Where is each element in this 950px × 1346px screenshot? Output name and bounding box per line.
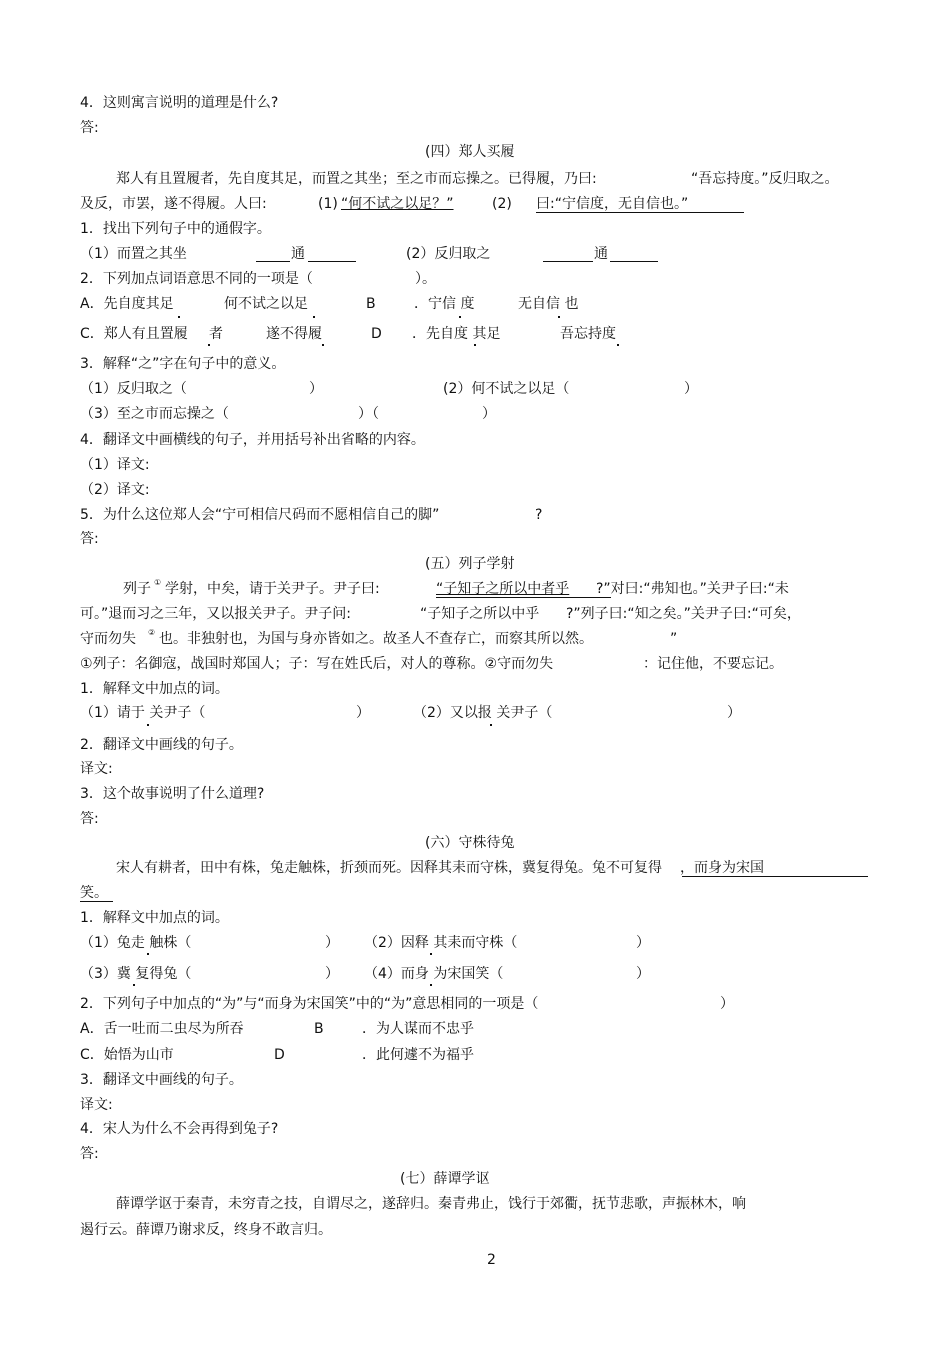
- question-text: 2．下列加点词语意思不同的一项是（: [80, 271, 313, 287]
- question-text: 3．翻译文中画线的句子。: [80, 1072, 243, 1088]
- option-label: D: [274, 1047, 285, 1063]
- passage-line: 学射，中矣，请于关尹子。尹子曰:: [165, 581, 380, 597]
- passage-line: “子知子之所以中乎: [420, 606, 540, 622]
- option-B: ．为人谋而不忠乎: [362, 1021, 474, 1037]
- translation-label: （2）译文:: [80, 482, 150, 498]
- section-title: (六）守株待兔: [425, 835, 515, 851]
- option-A: 何不试之以足: [224, 296, 308, 312]
- page-number: 2: [487, 1252, 496, 1268]
- passage-line: 薛谭学讴于秦青，未穷青之技，自谓尽之，遂辞归。秦青弗止，饯行于郊衢，抚节悲歌，声振林木，响: [116, 1196, 746, 1212]
- question-item: （1）而置之其坐: [80, 246, 187, 262]
- passage-line: 列子: [123, 581, 151, 597]
- option-A: A．先自度其足: [80, 296, 174, 312]
- question-text: 5．为什么这位郑人会“宁可相信尺码而不愿相信自己的脚”: [80, 507, 440, 523]
- question-text: 1．找出下列句子中的通假字。: [80, 221, 271, 237]
- question-item: ）: [356, 705, 370, 721]
- answer-label: 答:: [80, 811, 99, 827]
- underline: [80, 901, 113, 902]
- question-text: ）。: [415, 271, 436, 287]
- question-text: 2．翻译文中画线的句子。: [80, 737, 243, 753]
- emphasis-dot: [430, 953, 432, 955]
- answer-blank[interactable]: [256, 261, 290, 262]
- question-item: ）: [482, 406, 496, 422]
- underlined-sentence: “子知子之所以中者乎: [436, 581, 570, 597]
- question-text: 3．这个故事说明了什么道理?: [80, 786, 265, 802]
- emphasis-dot: [430, 984, 432, 986]
- question-text: 3．解释“之”字在句子中的意义。: [80, 356, 286, 372]
- question-item: ）（: [358, 406, 379, 422]
- emphasis-dot: [313, 316, 315, 318]
- emphasis-dot: [617, 344, 619, 346]
- option-D: ．先自度 其足: [412, 326, 501, 342]
- answer-blank[interactable]: [543, 261, 593, 262]
- question-text: 2．下列句子中加点的“为”与“而身为宋国笑”中的“为”意思相同的一项是（: [80, 996, 539, 1012]
- question-item: ）: [727, 705, 741, 721]
- marker: (2): [492, 196, 512, 212]
- passage-line: 及反，市罢，遂不得履。人曰:: [80, 196, 267, 212]
- question-item: ）: [325, 935, 339, 951]
- question-item: ）: [309, 381, 323, 397]
- underlined-sentence: “何不试之以足？”: [341, 196, 454, 212]
- underline: [436, 597, 611, 598]
- emphasis-dot: [459, 316, 461, 318]
- option-A: A．舌一吐而二虫尽为所吞: [80, 1021, 244, 1037]
- emphasis-dot: [147, 953, 149, 955]
- passage-line: ?”对曰:“弗知也。”关尹子曰:“未: [596, 581, 789, 597]
- answer-blank[interactable]: [610, 261, 658, 262]
- translation-label: （1）译文:: [80, 457, 150, 473]
- question-item: （4）而身 为宋国笑（: [364, 966, 504, 982]
- passage-line: 可。”退而习之三年，又以报关尹子。尹子问:: [80, 606, 351, 622]
- question-item: ）: [636, 935, 650, 951]
- passage-line: “吾忘持度。”反归取之。: [691, 171, 839, 187]
- footnote-mark: ②: [148, 628, 156, 637]
- section-title: (五）列子学射: [425, 556, 515, 572]
- emphasis-dot: [178, 316, 180, 318]
- option-C: C．始悟为山市: [80, 1047, 174, 1063]
- question-item: (2）反归取之: [406, 246, 491, 262]
- answer-label: 答:: [80, 531, 99, 547]
- section-title: (四）郑人买履: [425, 144, 515, 160]
- footnote-text: ①列子：名御寇，战国时郑国人；子：写在姓氏后，对人的尊称。②守而勿失: [80, 656, 554, 672]
- underline: [682, 876, 868, 877]
- question-text: 1．解释文中加点的词。: [80, 681, 229, 697]
- translation-label: 译文:: [80, 761, 113, 777]
- passage-line: 也。非独射也，为国与身亦皆如之。故圣人不查存亡，而察其所以然。: [159, 631, 593, 647]
- footnote-text: ：记住他，不要忘记。: [643, 656, 783, 672]
- question-item: ）: [325, 966, 339, 982]
- underline: [536, 212, 744, 213]
- passage-line: ，而身为宋国: [680, 860, 764, 876]
- question-text: 4．宋人为什么不会再得到兔子?: [80, 1121, 279, 1137]
- question-item: （3）至之市而忘操之（: [80, 406, 229, 422]
- marker: (1): [318, 196, 338, 212]
- question-item: 通: [291, 246, 305, 262]
- question-item: ）: [684, 381, 698, 397]
- emphasis-dot: [322, 344, 324, 346]
- translation-label: 译文:: [80, 1097, 113, 1113]
- question-text: 4．这则寓言说明的道理是什么?: [80, 95, 279, 111]
- passage-line: 遏行云。薛谭乃谢求反，终身不敢言归。: [80, 1222, 332, 1238]
- question-item: （2）又以报 关尹子（: [413, 705, 553, 721]
- underlined-sentence: 曰:“宁信度，无自信也。”: [536, 196, 689, 212]
- question-item: （2）因释 其耒而守株（: [364, 935, 518, 951]
- question-item: ）: [636, 966, 650, 982]
- option-B: ．宁信 度: [414, 296, 475, 312]
- question-text: ）: [720, 996, 734, 1012]
- passage-line: ?”列子曰:“知之矣。”关尹子曰:“可矣，: [566, 606, 801, 622]
- passage-line: 郑人有且置履者，先自度其足，而置之其坐；至之市而忘操之。已得履，乃曰:: [116, 171, 597, 187]
- option-label: B: [366, 296, 376, 312]
- option-label: D: [371, 326, 382, 342]
- footnote-mark: ①: [154, 578, 162, 587]
- emphasis-dot: [474, 344, 476, 346]
- emphasis-dot: [147, 724, 149, 726]
- question-item: （1）反归取之（: [80, 381, 187, 397]
- question-item: (2）何不试之以足（: [443, 381, 570, 397]
- question-text: 1．解释文中加点的词。: [80, 910, 229, 926]
- option-C: 遂不得履: [266, 326, 322, 342]
- emphasis-dot: [558, 316, 560, 318]
- question-text: ?: [535, 507, 543, 523]
- question-item: （3）冀 复得兔（: [80, 966, 192, 982]
- answer-blank[interactable]: [308, 261, 356, 262]
- emphasis-dot: [133, 984, 135, 986]
- section-title: (七）薛谭学讴: [400, 1171, 490, 1187]
- question-item: （1）兔走 触株（: [80, 935, 192, 951]
- option-C: C．郑人有且置履: [80, 326, 188, 342]
- option-label: B: [314, 1021, 324, 1037]
- passage-line: ”: [670, 631, 678, 647]
- question-text: 4．翻译文中画横线的句子，并用括号补出省略的内容。: [80, 432, 425, 448]
- answer-label: 答:: [80, 120, 99, 136]
- passage-line: 笑。: [80, 885, 108, 901]
- question-item: 通: [594, 246, 608, 262]
- option-D: 吾忘持度: [560, 326, 616, 342]
- option-C: 者: [209, 326, 223, 342]
- option-B: 无自信 也: [518, 296, 579, 312]
- passage-line: 宋人有耕者，田中有株，兔走触株，折颈而死。因释其耒而守株，冀复得兔。兔不可复得: [116, 860, 662, 876]
- emphasis-dot: [208, 344, 210, 346]
- emphasis-dot: [490, 724, 492, 726]
- answer-label: 答:: [80, 1146, 99, 1162]
- question-item: （1）请于 关尹子（: [80, 705, 206, 721]
- passage-line: 守而勿失: [80, 631, 136, 647]
- option-D: ．此何遽不为福乎: [362, 1047, 474, 1063]
